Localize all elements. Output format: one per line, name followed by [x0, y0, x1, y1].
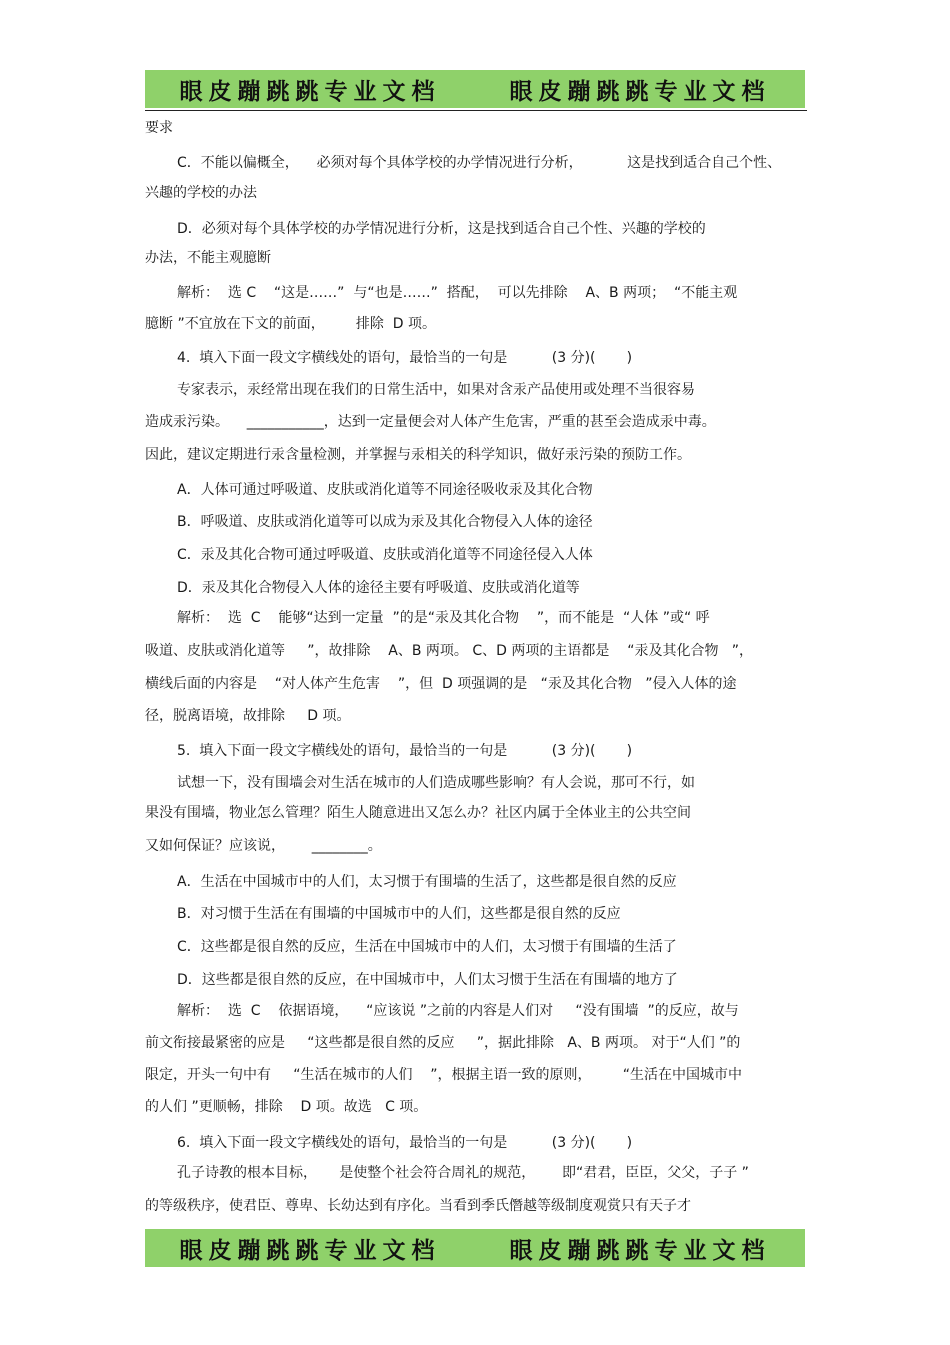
text-line: C．这些都是很自然的反应，生活在中国城市中的人们，太习惯于有围墙的生活了 [177, 939, 677, 955]
text-line: 试想一下，没有围墙会对生活在城市的人们造成哪些影响？有人会说，那可不行，如 [177, 775, 695, 791]
text-line: 臆断 ”不宜放在下文的前面， 排除 D 项。 [145, 316, 436, 332]
text-line: C．不能以偏概全， 必须对每个具体学校的办学情况进行分析， 这是找到适合自己个性、 [177, 155, 782, 171]
text-line: D．必须对每个具体学校的办学情况进行分析，这是找到适合自己个性、兴趣的学校的 [177, 221, 706, 237]
text-line: 吸道、皮肤或消化道等 ”，故排除 A、B 两项。 C、D 两项的主语都是 “汞及其化合物 ”， [145, 643, 754, 659]
footer-banner-left: 眼皮蹦跳跳专业文档 [179, 1236, 441, 1264]
text-line: 办法，不能主观臆断 [145, 250, 271, 266]
footer-banner [145, 1229, 805, 1267]
text-line: 要求 [145, 120, 173, 136]
text-line: 又如何保证？应该说， ________。 [145, 838, 382, 854]
text-line: A．人体可通过呼吸道、皮肤或消化道等不同途径吸收汞及其化合物 [177, 482, 593, 498]
text-line: 的等级秩序，使君臣、尊卑、长幼达到有序化。当看到季氏僭越等级制度观赏只有天子才 [145, 1198, 691, 1214]
text-line: 专家表示，汞经常出现在我们的日常生活中，如果对含汞产品使用或处理不当很容易 [177, 382, 695, 398]
text-line: B．呼吸道、皮肤或消化道等可以成为汞及其化合物侵入人体的途径 [177, 514, 593, 530]
header-banner-right: 眼皮蹦跳跳专业文档 [509, 77, 771, 105]
text-line: 因此，建议定期进行汞含量检测，并掌握与汞相关的科学知识，做好汞污染的预防工作。 [145, 447, 691, 463]
text-line: 的人们 ”更顺畅，排除 D 项。故选 C 项。 [145, 1099, 428, 1115]
text-line: 解析： 选 C “这是……” 与“也是……” 搭配， 可以先排除 A、B 两项； “不能主观 [177, 285, 738, 301]
text-line: C．汞及其化合物可通过呼吸道、皮肤或消化道等不同途径侵入人体 [177, 547, 593, 563]
text-line: B．对习惯于生活在有围墙的中国城市中的人们，这些都是很自然的反应 [177, 906, 621, 922]
text-line: 5. 填入下面一段文字横线处的语句，最恰当的一句是 (3 分)( ) [177, 743, 633, 759]
header-banner [145, 70, 805, 108]
text-line: 4. 填入下面一段文字横线处的语句，最恰当的一句是 (3 分)( ) [177, 350, 633, 366]
header-banner-left: 眼皮蹦跳跳专业文档 [179, 77, 441, 105]
text-line: A．生活在中国城市中的人们，太习惯于有围墙的生活了，这些都是很自然的反应 [177, 874, 677, 890]
text-line: 果没有围墙，物业怎么管理？陌生人随意进出又怎么办？社区内属于全体业主的公共空间 [145, 805, 691, 821]
text-line: 造成汞污染。 ___________，达到一定量便会对人体产生危害，严重的甚至会造成汞中毒。 [145, 414, 716, 430]
text-line: 6. 填入下面一段文字横线处的语句，最恰当的一句是 (3 分)( ) [177, 1135, 633, 1151]
text-line: 限定，开头一句中有 “生活在城市的人们 ”，根据主语一致的原则， “生活在中国城市中 [145, 1067, 742, 1083]
text-line: 前文衔接最紧密的应是 “这些都是很自然的反应 ”，据此排除 A、B 两项。 对于“人们 ”的 [145, 1035, 741, 1051]
text-line: 横线后面的内容是 “对人体产生危害 ”，但 D 项强调的是 “汞及其化合物 ”侵入人体的途 [145, 676, 737, 692]
text-line: 径，脱离语境，故排除 D 项。 [145, 708, 351, 724]
footer-banner-right: 眼皮蹦跳跳专业文档 [509, 1236, 771, 1264]
text-line: 兴趣的学校的办法 [145, 185, 257, 201]
text-line: 孔子诗教的根本目标， 是使整个社会符合周礼的规范， 即“君君，臣臣，父父，子子 ” [177, 1165, 749, 1181]
header-divider [145, 110, 807, 111]
text-line: 解析： 选 C 依据语境， “应该说 ”之前的内容是人们对 “没有围墙 ”的反应，故与 [177, 1003, 739, 1019]
text-line: D．汞及其化合物侵入人体的途径主要有呼吸道、皮肤或消化道等 [177, 580, 580, 596]
text-line: D．这些都是很自然的反应，在中国城市中，人们太习惯于生活在有围墙的地方了 [177, 972, 678, 988]
text-line: 解析： 选 C 能够“达到一定量 ”的是“汞及其化合物 ”，而不能是 “人体 ”或“ 呼 [177, 610, 710, 626]
